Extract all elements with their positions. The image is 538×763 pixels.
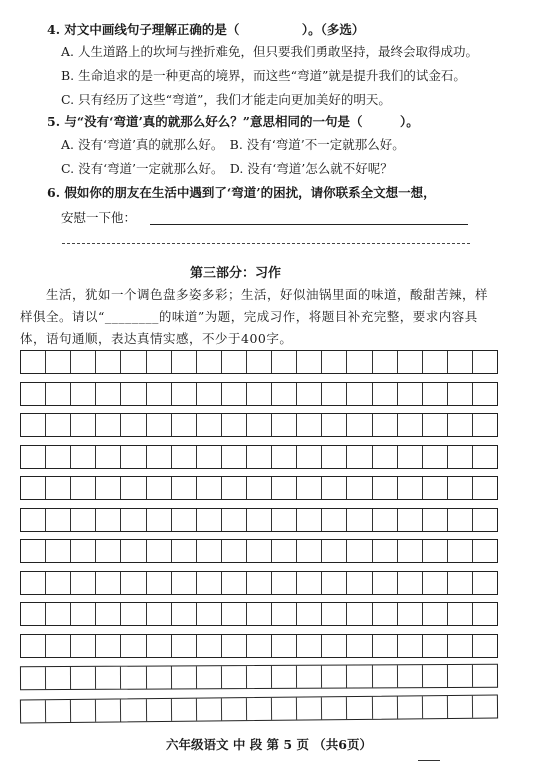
grid-cell[interactable] xyxy=(297,446,322,468)
grid-cell[interactable] xyxy=(247,666,272,688)
grid-cell[interactable] xyxy=(46,572,71,594)
grid-cell[interactable] xyxy=(71,540,96,562)
grid-cell[interactable] xyxy=(71,446,96,468)
grid-cell[interactable] xyxy=(197,666,222,688)
grid-cell[interactable] xyxy=(473,603,497,625)
grid-cell[interactable] xyxy=(21,477,46,499)
grid-cell[interactable] xyxy=(21,351,46,373)
grid-cell[interactable] xyxy=(172,446,197,468)
grid-cell[interactable] xyxy=(147,477,172,499)
grid-cell[interactable] xyxy=(46,351,71,373)
grid-cell[interactable] xyxy=(96,699,121,721)
grid-cell[interactable] xyxy=(71,383,96,405)
grid-cell[interactable] xyxy=(71,603,96,625)
grid-cell[interactable] xyxy=(222,572,247,594)
grid-cell[interactable] xyxy=(46,699,71,721)
grid-row xyxy=(20,382,498,406)
grid-cell[interactable] xyxy=(272,446,297,468)
grid-cell[interactable] xyxy=(423,603,448,625)
question-6-prompt: 安慰一下他： xyxy=(61,210,137,225)
grid-cell[interactable] xyxy=(423,446,448,468)
grid-cell[interactable] xyxy=(347,414,372,436)
grid-cell[interactable] xyxy=(347,446,372,468)
grid-cell[interactable] xyxy=(473,695,497,717)
grid-cell[interactable] xyxy=(398,572,423,594)
grid-cell[interactable] xyxy=(322,572,347,594)
grid-cell[interactable] xyxy=(71,635,96,657)
answer-line-2[interactable] xyxy=(62,243,470,244)
grid-cell[interactable] xyxy=(423,509,448,531)
grid-cell[interactable] xyxy=(473,351,497,373)
grid-cell[interactable] xyxy=(96,446,121,468)
grid-cell[interactable] xyxy=(272,697,297,719)
grid-cell[interactable] xyxy=(46,667,71,689)
grid-cell[interactable] xyxy=(322,697,347,719)
grid-cell[interactable] xyxy=(222,635,247,657)
grid-cell[interactable] xyxy=(222,509,247,531)
grid-cell[interactable] xyxy=(46,383,71,405)
grid-cell[interactable] xyxy=(347,477,372,499)
grid-cell[interactable] xyxy=(21,540,46,562)
grid-cell[interactable] xyxy=(373,383,398,405)
grid-cell[interactable] xyxy=(373,446,398,468)
grid-cell[interactable] xyxy=(96,572,121,594)
grid-cell[interactable] xyxy=(423,635,448,657)
grid-cell[interactable] xyxy=(373,414,398,436)
grid-cell[interactable] xyxy=(96,414,121,436)
grid-cell[interactable] xyxy=(197,477,222,499)
grid-cell[interactable] xyxy=(398,477,423,499)
grid-cell[interactable] xyxy=(473,635,497,657)
grid-cell[interactable] xyxy=(322,509,347,531)
grid-cell[interactable] xyxy=(147,383,172,405)
grid-cell[interactable] xyxy=(46,603,71,625)
grid-cell[interactable] xyxy=(46,414,71,436)
part3-instructions: 生活，犹如一个调色盘多姿多彩；生活，好似油锅里面的味道，酸甜苦辣，样样俱全。请以“________的味道”为题，完成习作，将题目补充完整，要求内容具体，语句通顺，表达真情实感，不少于400字。 xyxy=(20,287,489,346)
grid-cell[interactable] xyxy=(247,509,272,531)
grid-row xyxy=(20,539,498,563)
grid-cell[interactable] xyxy=(121,509,146,531)
grid-cell[interactable] xyxy=(398,540,423,562)
grid-cell[interactable] xyxy=(347,572,372,594)
grid-cell[interactable] xyxy=(297,603,322,625)
question-6-stem: 6. 假如你的朋友在生活中遇到了‘弯道’的困扰，请你联系全文想一想， xyxy=(47,185,436,200)
grid-cell[interactable] xyxy=(448,540,473,562)
grid-cell[interactable] xyxy=(147,572,172,594)
grid-cell[interactable] xyxy=(247,635,272,657)
grid-cell[interactable] xyxy=(71,477,96,499)
grid-cell[interactable] xyxy=(473,572,497,594)
grid-cell[interactable] xyxy=(247,446,272,468)
grid-cell[interactable] xyxy=(96,540,121,562)
footer-mark xyxy=(418,760,440,761)
grid-cell[interactable] xyxy=(172,540,197,562)
grid-cell[interactable] xyxy=(96,603,121,625)
grid-cell[interactable] xyxy=(96,509,121,531)
grid-cell[interactable] xyxy=(297,572,322,594)
grid-cell[interactable] xyxy=(423,414,448,436)
grid-cell[interactable] xyxy=(197,383,222,405)
grid-cell[interactable] xyxy=(473,540,497,562)
grid-cell[interactable] xyxy=(322,603,347,625)
grid-cell[interactable] xyxy=(322,383,347,405)
grid-cell[interactable] xyxy=(71,509,96,531)
grid-cell[interactable] xyxy=(398,446,423,468)
question-4-stem: 4. 对文中画线句子理解正确的是（ ）。（多选） xyxy=(47,22,365,37)
grid-cell[interactable] xyxy=(96,383,121,405)
grid-cell[interactable] xyxy=(347,351,372,373)
grid-cell[interactable] xyxy=(423,383,448,405)
grid-cell[interactable] xyxy=(172,572,197,594)
grid-cell[interactable] xyxy=(347,665,372,687)
grid-row xyxy=(20,571,498,595)
grid-cell[interactable] xyxy=(322,477,347,499)
grid-cell[interactable] xyxy=(172,383,197,405)
grid-row xyxy=(20,413,498,437)
grid-cell[interactable] xyxy=(222,477,247,499)
grid-cell[interactable] xyxy=(297,414,322,436)
grid-cell[interactable] xyxy=(197,572,222,594)
answer-line-1[interactable] xyxy=(150,224,468,225)
grid-cell[interactable] xyxy=(147,540,172,562)
grid-cell[interactable] xyxy=(448,665,473,687)
grid-cell[interactable] xyxy=(172,603,197,625)
grid-cell[interactable] xyxy=(347,383,372,405)
grid-cell[interactable] xyxy=(197,698,222,720)
grid-cell[interactable] xyxy=(398,696,423,718)
grid-cell[interactable] xyxy=(398,603,423,625)
grid-cell[interactable] xyxy=(146,666,171,688)
grid-cell[interactable] xyxy=(147,509,172,531)
grid-cell[interactable] xyxy=(373,635,398,657)
grid-cell[interactable] xyxy=(473,414,497,436)
grid-cell[interactable] xyxy=(448,695,473,717)
grid-cell[interactable] xyxy=(272,603,297,625)
grid-cell[interactable] xyxy=(423,477,448,499)
grid-cell[interactable] xyxy=(372,665,397,687)
grid-cell[interactable] xyxy=(222,698,247,720)
grid-cell[interactable] xyxy=(373,509,398,531)
grid-cell[interactable] xyxy=(96,351,121,373)
grid-cell[interactable] xyxy=(272,414,297,436)
grid-cell[interactable] xyxy=(272,572,297,594)
grid-cell[interactable] xyxy=(347,635,372,657)
question-5-options-row1: A. 没有‘弯道’真的就那么好。 B. 没有‘弯道’不一定就那么好。 xyxy=(61,137,405,152)
grid-cell[interactable] xyxy=(21,572,46,594)
grid-cell[interactable] xyxy=(46,540,71,562)
grid-cell[interactable] xyxy=(21,383,46,405)
page-footer: 六年级语文 中 段 第 5 页 （共6页） xyxy=(165,737,372,752)
grid-cell[interactable] xyxy=(172,414,197,436)
grid-cell[interactable] xyxy=(21,603,46,625)
grid-cell[interactable] xyxy=(448,603,473,625)
grid-cell[interactable] xyxy=(272,540,297,562)
grid-cell[interactable] xyxy=(21,509,46,531)
question-4-option-b: B. 生命追求的是一种更高的境界，而这些“弯道”就是提升我们的试金石。 xyxy=(61,68,466,83)
grid-cell[interactable] xyxy=(347,540,372,562)
grid-cell[interactable] xyxy=(197,414,222,436)
grid-cell[interactable] xyxy=(347,696,372,718)
grid-cell[interactable] xyxy=(448,351,473,373)
grid-cell[interactable] xyxy=(322,446,347,468)
grid-cell[interactable] xyxy=(46,477,71,499)
grid-row xyxy=(20,350,498,374)
grid-cell[interactable] xyxy=(473,383,497,405)
grid-cell[interactable] xyxy=(448,477,473,499)
grid-cell[interactable] xyxy=(146,698,171,720)
grid-row xyxy=(20,634,498,658)
grid-cell[interactable] xyxy=(322,351,347,373)
grid-cell[interactable] xyxy=(121,383,146,405)
grid-cell[interactable] xyxy=(96,477,121,499)
grid-cell[interactable] xyxy=(272,666,297,688)
writing-grid[interactable] xyxy=(20,350,498,728)
grid-cell[interactable] xyxy=(71,351,96,373)
grid-cell[interactable] xyxy=(297,477,322,499)
grid-cell[interactable] xyxy=(121,477,146,499)
grid-cell[interactable] xyxy=(297,351,322,373)
grid-cell[interactable] xyxy=(21,414,46,436)
grid-cell[interactable] xyxy=(247,540,272,562)
grid-cell[interactable] xyxy=(247,572,272,594)
grid-cell[interactable] xyxy=(398,383,423,405)
grid-cell[interactable] xyxy=(473,665,497,687)
grid-cell[interactable] xyxy=(121,414,146,436)
grid-cell[interactable] xyxy=(197,351,222,373)
grid-cell[interactable] xyxy=(21,446,46,468)
grid-cell[interactable] xyxy=(247,477,272,499)
grid-cell[interactable] xyxy=(322,666,347,688)
grid-cell[interactable] xyxy=(398,665,423,687)
grid-cell[interactable] xyxy=(423,351,448,373)
grid-cell[interactable] xyxy=(448,383,473,405)
grid-cell[interactable] xyxy=(373,351,398,373)
grid-cell[interactable] xyxy=(297,697,322,719)
grid-cell[interactable] xyxy=(297,383,322,405)
grid-cell[interactable] xyxy=(247,383,272,405)
grid-cell[interactable] xyxy=(172,477,197,499)
grid-cell[interactable] xyxy=(322,635,347,657)
grid-cell[interactable] xyxy=(297,509,322,531)
grid-cell[interactable] xyxy=(272,509,297,531)
grid-cell[interactable] xyxy=(373,540,398,562)
grid-cell[interactable] xyxy=(21,635,46,657)
grid-cell[interactable] xyxy=(297,635,322,657)
grid-row xyxy=(20,602,498,626)
grid-cell[interactable] xyxy=(272,351,297,373)
grid-cell[interactable] xyxy=(423,665,448,687)
grid-cell[interactable] xyxy=(121,667,146,689)
grid-row xyxy=(20,476,498,500)
grid-cell[interactable] xyxy=(121,572,146,594)
grid-cell[interactable] xyxy=(121,351,146,373)
grid-cell[interactable] xyxy=(222,603,247,625)
grid-cell[interactable] xyxy=(448,414,473,436)
grid-cell[interactable] xyxy=(121,603,146,625)
grid-cell[interactable] xyxy=(247,603,272,625)
question-5-stem: 5. 与“没有‘弯道’真的就那么好么？”意思相同的一句是（ ）。 xyxy=(47,114,419,129)
grid-cell[interactable] xyxy=(172,698,197,720)
grid-cell[interactable] xyxy=(473,509,497,531)
grid-cell[interactable] xyxy=(423,572,448,594)
grid-cell[interactable] xyxy=(147,351,172,373)
grid-row xyxy=(20,508,498,532)
grid-cell[interactable] xyxy=(247,351,272,373)
grid-cell[interactable] xyxy=(172,509,197,531)
grid-cell[interactable] xyxy=(172,666,197,688)
grid-cell[interactable] xyxy=(197,603,222,625)
grid-cell[interactable] xyxy=(121,540,146,562)
grid-cell[interactable] xyxy=(448,446,473,468)
grid-cell[interactable] xyxy=(21,667,46,689)
grid-cell[interactable] xyxy=(373,603,398,625)
grid-cell[interactable] xyxy=(322,540,347,562)
grid-cell[interactable] xyxy=(222,351,247,373)
grid-row xyxy=(20,445,498,469)
grid-cell[interactable] xyxy=(398,635,423,657)
question-4-option-a: A. 人生道路上的坎坷与挫折难免，但只要我们勇敢坚持，最终会取得成功。 xyxy=(61,44,478,59)
grid-cell[interactable] xyxy=(473,446,497,468)
grid-cell[interactable] xyxy=(121,699,146,721)
grid-cell[interactable] xyxy=(121,446,146,468)
grid-cell[interactable] xyxy=(272,477,297,499)
grid-cell[interactable] xyxy=(398,351,423,373)
grid-cell[interactable] xyxy=(172,351,197,373)
grid-cell[interactable] xyxy=(172,635,197,657)
part3-heading: 第三部分：习作 xyxy=(190,266,282,281)
grid-row xyxy=(20,664,498,691)
grid-cell[interactable] xyxy=(147,603,172,625)
grid-cell[interactable] xyxy=(46,446,71,468)
grid-cell[interactable] xyxy=(96,667,121,689)
grid-cell[interactable] xyxy=(222,540,247,562)
grid-cell[interactable] xyxy=(71,572,96,594)
grid-cell[interactable] xyxy=(147,446,172,468)
grid-cell[interactable] xyxy=(46,635,71,657)
grid-cell[interactable] xyxy=(21,700,46,722)
grid-cell[interactable] xyxy=(197,509,222,531)
grid-cell[interactable] xyxy=(197,446,222,468)
grid-cell[interactable] xyxy=(448,572,473,594)
grid-cell[interactable] xyxy=(222,446,247,468)
grid-cell[interactable] xyxy=(197,540,222,562)
grid-cell[interactable] xyxy=(71,414,96,436)
grid-cell[interactable] xyxy=(423,696,448,718)
grid-cell[interactable] xyxy=(222,383,247,405)
grid-cell[interactable] xyxy=(448,635,473,657)
grid-cell[interactable] xyxy=(398,414,423,436)
grid-cell[interactable] xyxy=(121,635,146,657)
grid-cell[interactable] xyxy=(222,666,247,688)
question-4-option-c: C. 只有经历了这些“弯道”，我们才能走向更加美好的明天。 xyxy=(61,92,391,107)
grid-cell[interactable] xyxy=(347,603,372,625)
grid-cell[interactable] xyxy=(197,635,222,657)
grid-cell[interactable] xyxy=(423,540,448,562)
grid-cell[interactable] xyxy=(71,699,96,721)
question-5-options-row2: C. 没有‘弯道’一定就那么好。 D. 没有‘弯道’怎么就不好呢？ xyxy=(61,161,393,176)
grid-cell[interactable] xyxy=(147,414,172,436)
grid-cell[interactable] xyxy=(71,667,96,689)
grid-cell[interactable] xyxy=(322,414,347,436)
grid-cell[interactable] xyxy=(347,509,372,531)
grid-cell[interactable] xyxy=(247,414,272,436)
grid-cell[interactable] xyxy=(373,572,398,594)
grid-cell[interactable] xyxy=(373,477,398,499)
grid-cell[interactable] xyxy=(398,509,423,531)
grid-row xyxy=(20,694,498,723)
grid-cell[interactable] xyxy=(272,635,297,657)
grid-cell[interactable] xyxy=(96,635,121,657)
grid-cell[interactable] xyxy=(297,540,322,562)
grid-cell[interactable] xyxy=(372,696,397,718)
grid-cell[interactable] xyxy=(297,666,322,688)
grid-cell[interactable] xyxy=(222,414,247,436)
grid-cell[interactable] xyxy=(272,383,297,405)
grid-cell[interactable] xyxy=(147,635,172,657)
grid-cell[interactable] xyxy=(247,697,272,719)
grid-cell[interactable] xyxy=(473,477,497,499)
grid-cell[interactable] xyxy=(46,509,71,531)
grid-cell[interactable] xyxy=(448,509,473,531)
